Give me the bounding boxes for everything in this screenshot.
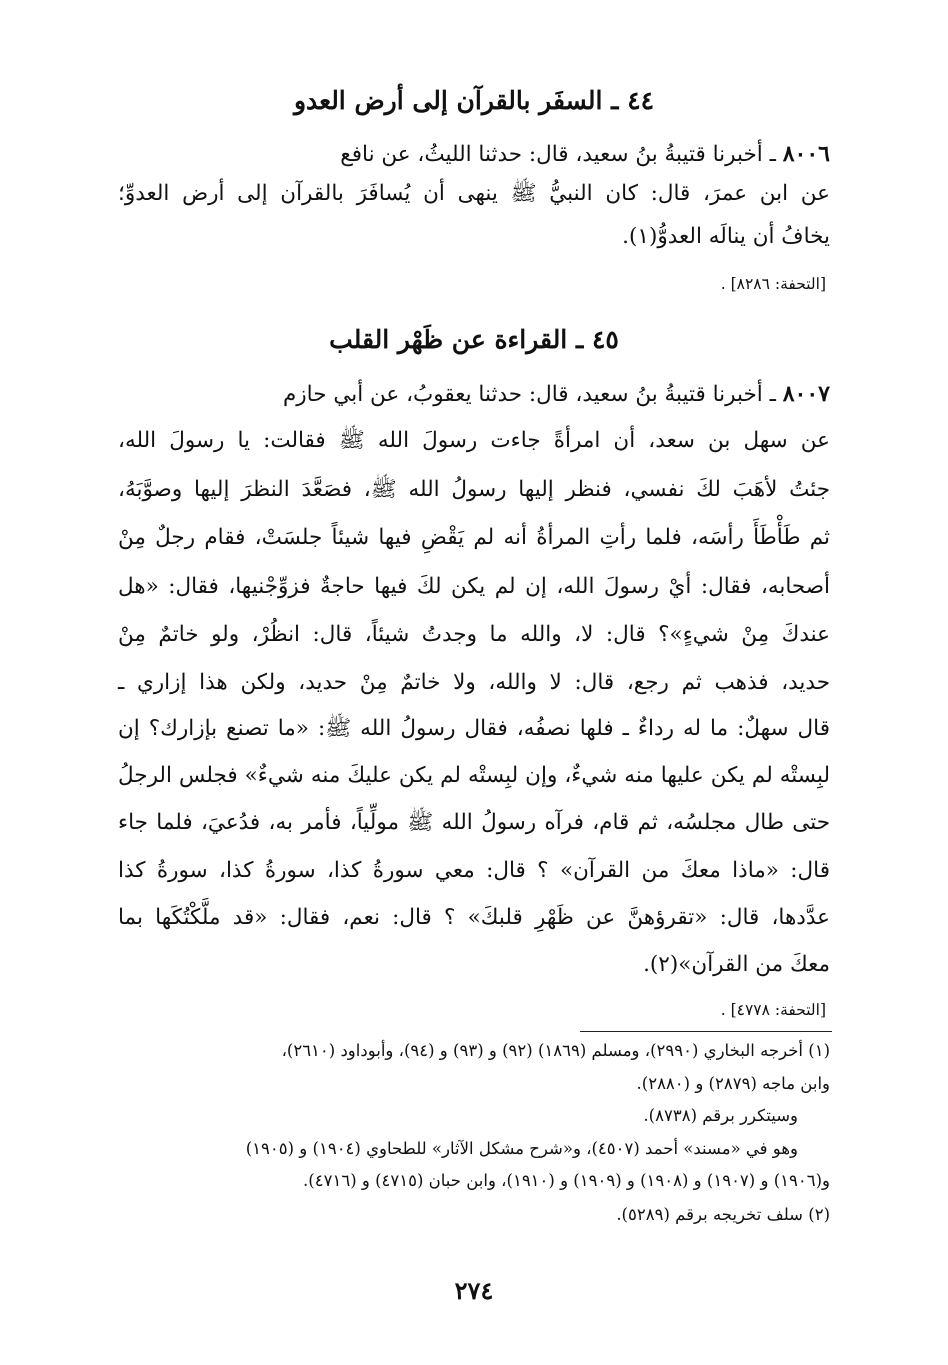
hadith-8007-line-13: معكَ من القرآن»(٢). xyxy=(643,952,830,977)
hadith-8007-line-2: عن سهل بن سعد، أن امرأةً جاءت رسولَ الله ﷺ فقالت: يا رسولَ الله، xyxy=(118,428,830,453)
hadith-8006-isnad: ـ أخبرنا قتيبةُ بنُ سعيد، قال: حدثنا الليثُ، عن نافع xyxy=(340,142,783,167)
hadith-8007-line-5: أصحابه، فقال: أيْ رسولَ الله، إن لم يكن لكَ فيها حاجةٌ فزوِّجْنيها، فقال: «هل xyxy=(118,574,830,599)
footnote-1-line-3: وسيتكرر برقم (٨٧٣٨). xyxy=(643,1106,798,1125)
chapter-heading-45: ٤٥ ـ القراءة عن ظَهْر القلب xyxy=(329,325,619,354)
hadith-8007-line-12: عدَّدها، قال: «تقرؤهنَّ عن ظَهْرِ قلبكَ» ؟ قال: نعم، فقال: «قد ملَّكْتُكَها بما xyxy=(118,905,830,930)
hadith-8007-line-7: حديد، فذهب ثم رجع، قال: لا والله، ولا خاتمٌ مِنْ حديد، ولكن هذا إزاري ـ xyxy=(118,670,830,695)
tuhfa-reference-8006: [التحفة: ٨٢٨٦] . xyxy=(720,275,826,293)
chapter-heading-44: ٤٤ ـ السفَر بالقرآن إلى أرض العدو xyxy=(293,86,655,115)
hadith-8007-line-9: لبِستْه لم يكن عليها منه شيءٌ، وإن لبِستْه لم يكن عليكَ منه شيءٌ» فجلس الرجلُ xyxy=(118,763,830,788)
hadith-8006-line-1 xyxy=(118,143,830,166)
footnote-2: (٢) سلف تخريجه برقم (٥٢٨٩). xyxy=(616,1205,830,1224)
footnote-1-line-1: (١) أخرجه البخاري (٢٩٩٠)، ومسلم (١٨٦٩) (٩٢) و (٩٣) و (٩٤)، وأبوداود (٢٦١٠)، xyxy=(281,1041,830,1060)
tuhfa-reference-8007: [التحفة: ٤٧٧٨] . xyxy=(720,1001,826,1019)
hadith-8007-line-8: قال سهلٌ: ما له رداءٌ ـ فلها نصفُه، فقال رسولُ الله ﷺ: «ما تصنع بإزارك؟ إن xyxy=(118,716,830,741)
hadith-8006-line-2: عن ابن عمرَ، قال: كان النبيُّ ﷺ ينهى أن يُسافَرَ بالقرآن إلى أرض العدوِّ؛ xyxy=(118,181,830,206)
footnote-1-line-2: وابن ماجه (٢٨٧٩) و (٢٨٨٠). xyxy=(636,1074,830,1093)
hadith-8007-line-1 xyxy=(118,383,830,406)
hadith-8007-line-6: عندكَ مِنْ شيءٍ»؟ قال: لا، والله ما وجدتُ شيئاً، قال: انظُرْ، ولو خاتمٌ مِنْ xyxy=(118,622,830,647)
hadith-8006-line-3: يخافُ أن ينالَه العدوُّ(١). xyxy=(622,224,830,249)
hadith-8007-line-10: حتى طال مجلسُه، ثم قام، فرآه رسولُ الله ﷺ مولِّياً، فأمر به، فدُعيَ، فلما جاء xyxy=(118,810,830,835)
footnote-1-line-4: وهو في «مسند» أحمد (٤٥٠٧)، و«شرح مشكل الآثار» للطحاوي (١٩٠٤) و (١٩٠٥) xyxy=(245,1139,798,1158)
page-number: ٢٧٤ xyxy=(454,1276,494,1305)
footnote-separator xyxy=(580,1031,832,1032)
hadith-number-8006: ٨٠٠٦ xyxy=(782,141,830,167)
hadith-8007-line-4: ثم طَأْطَأَ رأسَه، فلما رأتِ المرأةُ أنه لم يَقْضِ فيها شيئاً جلسَتْ، فقام رجلٌ مِنْ xyxy=(118,525,830,550)
footnote-1-line-5: و(١٩٠٦) و (١٩٠٧) و (١٩٠٨) و (١٩٠٩) و (١٩١٠)، وابن حبان (٤٧١٥) و (٤٧١٦). xyxy=(303,1171,830,1190)
hadith-8007-isnad: ـ أخبرنا قتيبةُ بنُ سعيد، قال: حدثنا يعقوبُ، عن أبي حازم xyxy=(282,382,783,407)
hadith-number-8007: ٨٠٠٧ xyxy=(782,381,830,407)
hadith-8007-line-3: جئتُ لأهَبَ لكَ نفسي، فنظر إليها رسولُ الله ﷺ، فصَعَّدَ النظرَ إليها وصوَّبَهُ، xyxy=(118,477,830,502)
hadith-8007-line-11: قال: «ماذا معكَ من القرآن» ؟ قال: معي سورةُ كذا، سورةُ كذا، سورةُ كذا xyxy=(118,858,830,883)
